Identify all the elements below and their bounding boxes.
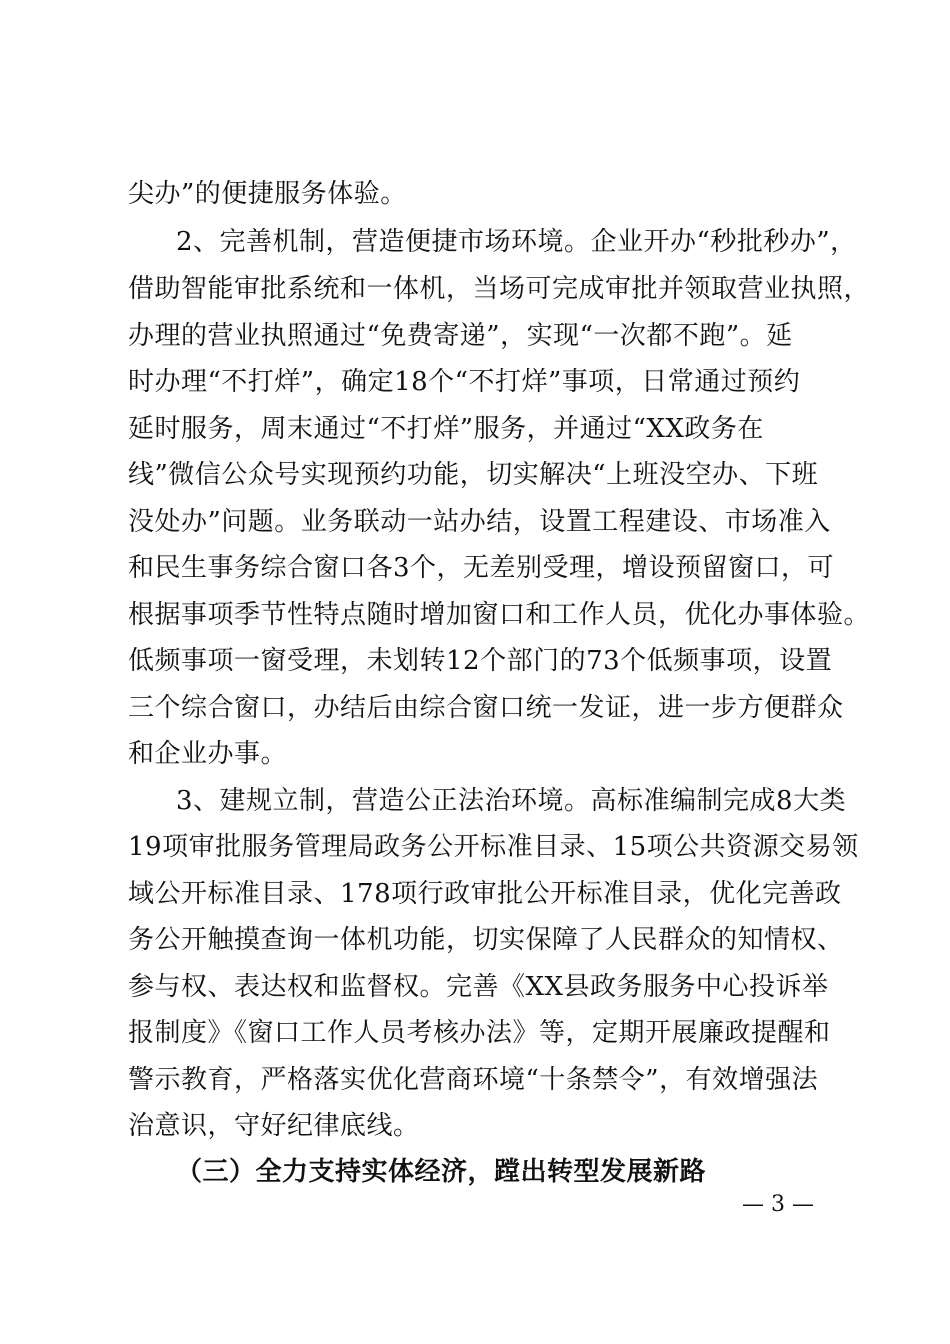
paragraph-line: 和民生事务综合窗口各3个，无差别受理，增设预留窗口，可 <box>128 553 835 583</box>
paragraph-line: 没处办”问题。业务联动一站办结，设置工程建设、市场准入 <box>128 507 831 537</box>
paragraph-line: 3、建规立制，营造公正法治环境。高标准编制完成8大类 <box>176 786 847 816</box>
paragraph-line: 时办理“不打烊”，确定18个“不打烊”事项，日常通过预约 <box>128 367 801 397</box>
paragraph-line: 参与权、表达权和监督权。完善《XX县政务服务中心投诉举 <box>128 972 829 1002</box>
paragraph-line: 务公开触摸查询一体机功能，切实保障了人民群众的知情权、 <box>128 925 844 955</box>
paragraph-line: 19项审批服务管理局政务公开标准目录、15项公共资源交易领 <box>128 832 859 862</box>
paragraph-line: 警示教育，严格落实优化营商环境“十条禁令”，有效增强法 <box>128 1065 819 1095</box>
paragraph-line: 办理的营业执照通过“免费寄递”，实现“一次都不跑”。延 <box>128 321 793 351</box>
paragraph-line: 延时服务，周末通过“不打烊”服务，并通过“XX政务在 <box>128 414 764 444</box>
section-heading: （三）全力支持实体经济，蹚出转型发展新路 <box>176 1157 707 1187</box>
paragraph-line: 和企业办事。 <box>128 739 288 769</box>
paragraph-line: 2、完善机制，营造便捷市场环境。企业开办“秒批秒办”， <box>176 227 857 257</box>
paragraph-line: 借助智能审批系统和一体机，当场可完成审批并领取营业执照， <box>128 274 871 304</box>
paragraph-line: 尖办”的便捷服务体验。 <box>128 179 407 209</box>
paragraph-line: 低频事项一窗受理，未划转12个部门的73个低频事项，设置 <box>128 646 833 676</box>
paragraph-line: 三个综合窗口，办结后由综合窗口统一发证，进一步方便群众 <box>128 693 844 723</box>
paragraph-line: 域公开标准目录、178项行政审批公开标准目录，优化完善政 <box>128 879 842 909</box>
paragraph-line: 根据事项季节性特点随时增加窗口和工作人员，优化办事体验。 <box>128 600 871 630</box>
paragraph-line: 线”微信公众号实现预约功能，切实解决“上班没空办、下班 <box>128 460 819 490</box>
paragraph-line: 报制度》《窗口工作人员考核办法》等，定期开展廉政提醒和 <box>128 1018 831 1048</box>
paragraph-line: 治意识，守好纪律底线。 <box>128 1111 420 1141</box>
page-number: — 3 — <box>742 1192 814 1217</box>
